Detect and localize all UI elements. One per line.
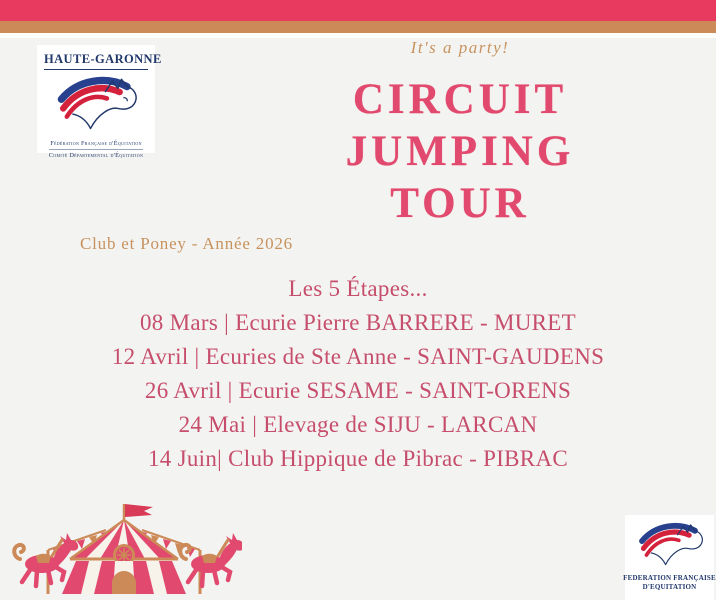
header-org-line1: Fédération Française d'Équitation	[50, 140, 142, 147]
ffe-logo-card	[625, 515, 714, 600]
horse-right-icon	[180, 533, 242, 586]
horse-left-icon	[14, 533, 78, 586]
top-ribbon-pink	[0, 0, 716, 21]
title-line-1: CIRCUIT	[352, 76, 568, 123]
footer-org-line2: D'EQUITATION	[642, 583, 697, 591]
circus-tent-icon	[6, 498, 242, 600]
haute-garonne-logo-card	[37, 45, 162, 159]
ffe-horse-icon	[633, 519, 707, 574]
stage-item: 14 Juin| Club Hippique de Pibrac - PIBRAC	[147, 446, 569, 471]
haute-garonne-title: HAUTE-GARONNE	[44, 52, 148, 70]
ffe-horse-icon	[50, 72, 142, 139]
stage-item: 12 Avril | Ecuries de Ste Anne - SAINT-GAUDENS	[111, 344, 605, 369]
top-ribbon-tan	[0, 21, 716, 33]
tagline: It's a party!	[410, 38, 510, 57]
header-org-line2: Comité Départemental d'Équitation	[49, 149, 143, 160]
title-line-3: TOUR	[390, 180, 530, 227]
stages-heading: Les 5 Étapes...	[288, 276, 428, 301]
stage-item: 08 Mars | Ecurie Pierre BARRERE - MURET	[140, 310, 576, 335]
flag-icon	[124, 504, 153, 524]
stages-list	[0, 272, 716, 476]
headline-column	[210, 38, 710, 230]
poster-title	[210, 74, 710, 230]
edition-subtitle: Club et Poney - Année 2026	[80, 234, 293, 253]
tent-walls	[62, 561, 186, 594]
stage-item: 24 Mai | Elevage de SIJU - LARCAN	[178, 412, 538, 437]
stage-item: 26 Avril | Ecurie SESAME - SAINT-ORENS	[144, 378, 572, 403]
footer-org-line1: FEDERATION FRANÇAISE	[623, 574, 716, 582]
title-line-2: JUMPING	[345, 128, 575, 175]
